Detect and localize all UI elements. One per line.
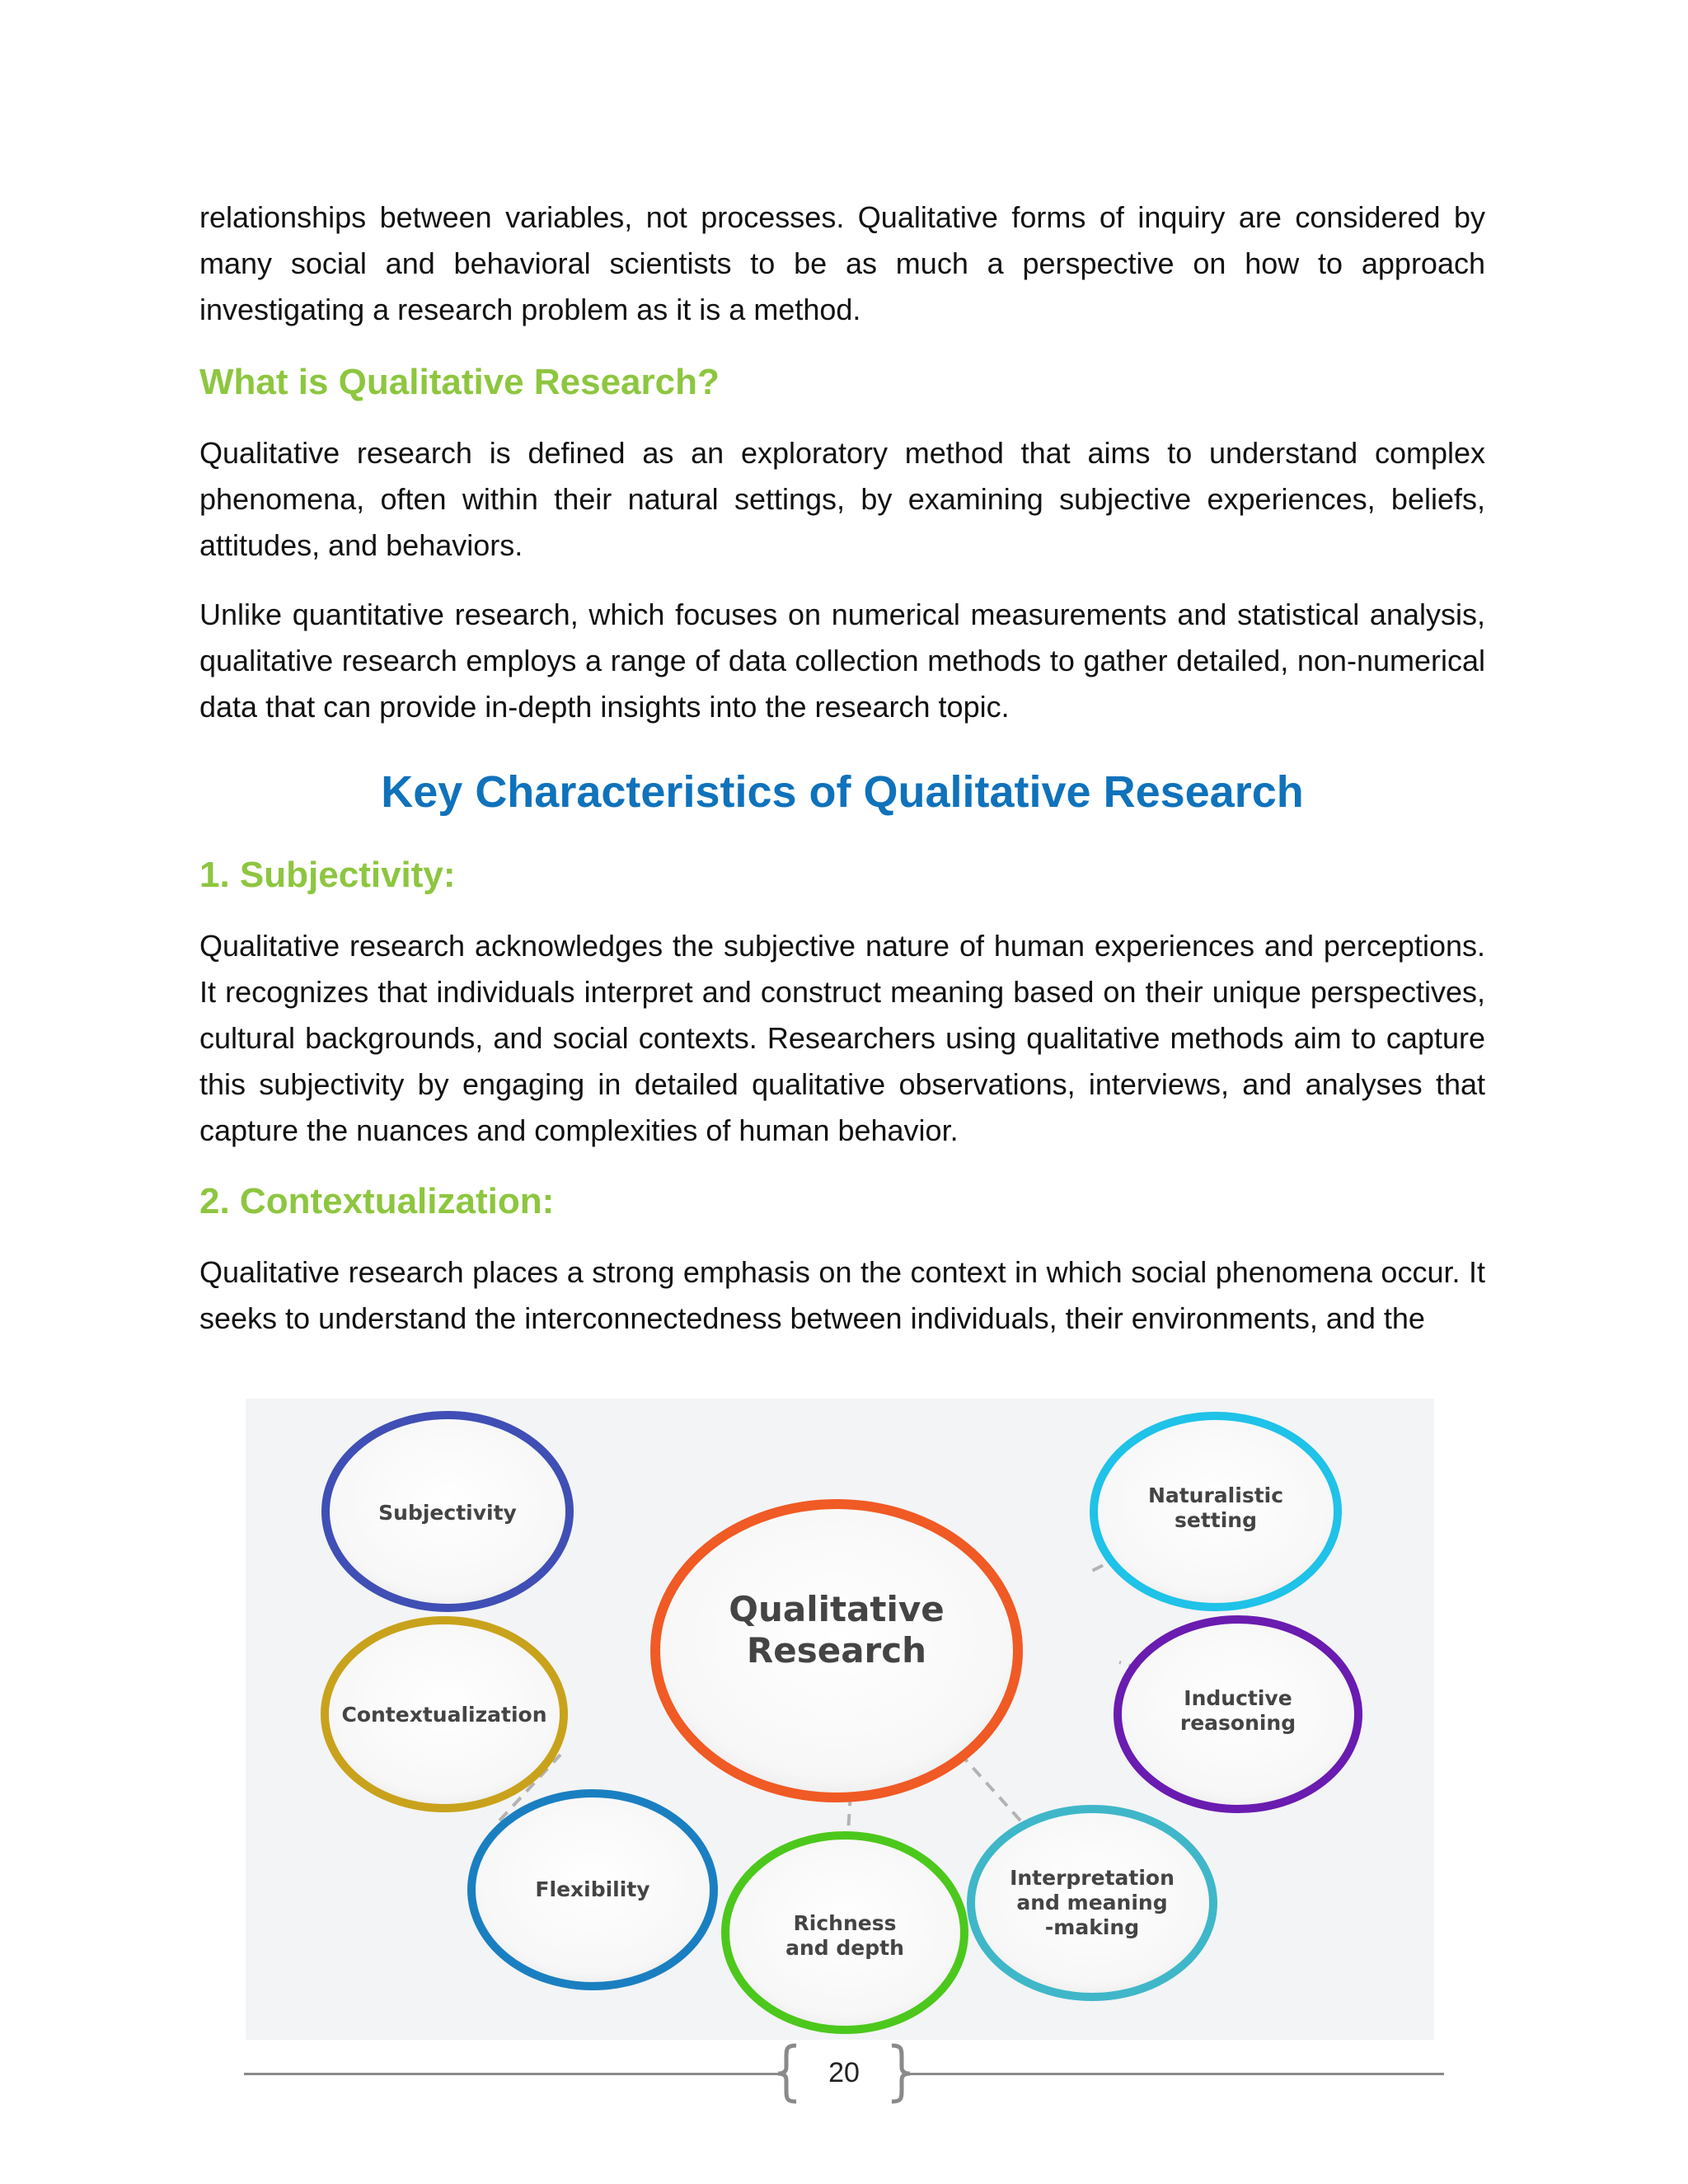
naturalistic-label-line1: Naturalistic: [1147, 1483, 1284, 1507]
footer-rule-right: [908, 2073, 1444, 2075]
heading-key-characteristics: Key Characteristics of Qualitative Research: [381, 767, 1304, 817]
flexibility-label: Flexibility: [535, 1877, 650, 1901]
contextualization-label: Contextualization: [341, 1703, 547, 1727]
center-label-line2: Research: [746, 1630, 927, 1671]
center-bubble: [655, 1504, 1018, 1797]
heading-what-is-qualitative-research: What is Qualitative Research?: [199, 362, 720, 402]
inductive-label-line2: reasoning: [1179, 1711, 1296, 1735]
naturalistic-label-line2: setting: [1175, 1508, 1257, 1532]
page-number: 20: [828, 2057, 860, 2088]
bubble-richness-and-depth: [725, 1835, 964, 2030]
intro-paragraph: relationships between variables, not processes. Qualitative forms of inquiry are considered by many social and behavioral scientists to be as much a perspective on how to approach investigating a research problem as it is a method.: [199, 200, 1485, 326]
paragraph-contextualization: Qualitative research places a strong emphasis on the context in which social phenomena occur. It seeks to understand the interconnectedness between individuals, their environments, and the: [199, 1255, 1485, 1335]
interpretation-label-line1: Interpretation: [1010, 1866, 1175, 1890]
heading-contextualization: 2. Contextualization:: [199, 1181, 555, 1221]
qualitative-research-diagram: [246, 1399, 1434, 2040]
subjectivity-label: Subjectivity: [378, 1501, 517, 1525]
bubble-naturalistic-setting: [1094, 1416, 1338, 1607]
footer-rule-left: [244, 2073, 780, 2075]
bubble-flexibility: [471, 1793, 714, 1986]
page-content: [199, 194, 1485, 1342]
diagram-svg: [246, 1399, 1434, 2040]
center-label-line1: Qualitative: [729, 1589, 945, 1629]
richness-label-line1: Richness: [793, 1911, 897, 1935]
paragraph-subjectivity: Qualitative research acknowledges the subjective nature of human experiences and perceptions. It recognizes that individuals interpret and construct meaning based on their unique perspectives, cultural backgrounds, and social contexts. Researchers using qualitative methods aim to capture this subjectivity by engaging in detailed qualitative observations, interviews, and analyses that capture the nuances and complexities of human behavior.: [199, 929, 1485, 1147]
heading-subjectivity: 1. Subjectivity:: [199, 855, 456, 895]
paragraph-definition: Qualitative research is defined as an exploratory method that aims to understand complex phenomena, often within their natural settings, by examining subjective experiences, beliefs, attitudes, and behaviors.: [199, 436, 1485, 562]
interpretation-label-line2: and meaning: [1016, 1891, 1168, 1915]
bubble-inductive-reasoning: [1118, 1619, 1358, 1809]
bubble-contextualization: [325, 1620, 564, 1808]
inductive-label-line1: Inductive: [1184, 1686, 1292, 1710]
interpretation-label-line3: -making: [1044, 1915, 1140, 1939]
left-brace-icon: [771, 2042, 804, 2105]
connector-interpretation: [961, 1755, 1020, 1821]
bubble-subjectivity: [326, 1415, 570, 1608]
page-footer: [0, 2036, 1688, 2102]
richness-label-line2: and depth: [785, 1936, 904, 1960]
bubble-interpretation-and-meaning-making: [971, 1809, 1213, 1997]
paragraph-comparison: Unlike quantitative research, which focuses on numerical measurements and statistical analysis, qualitative research employs a range of data collection methods to gather detailed, non-numerical data that can provide in-depth insights into the research topic.: [199, 598, 1485, 724]
